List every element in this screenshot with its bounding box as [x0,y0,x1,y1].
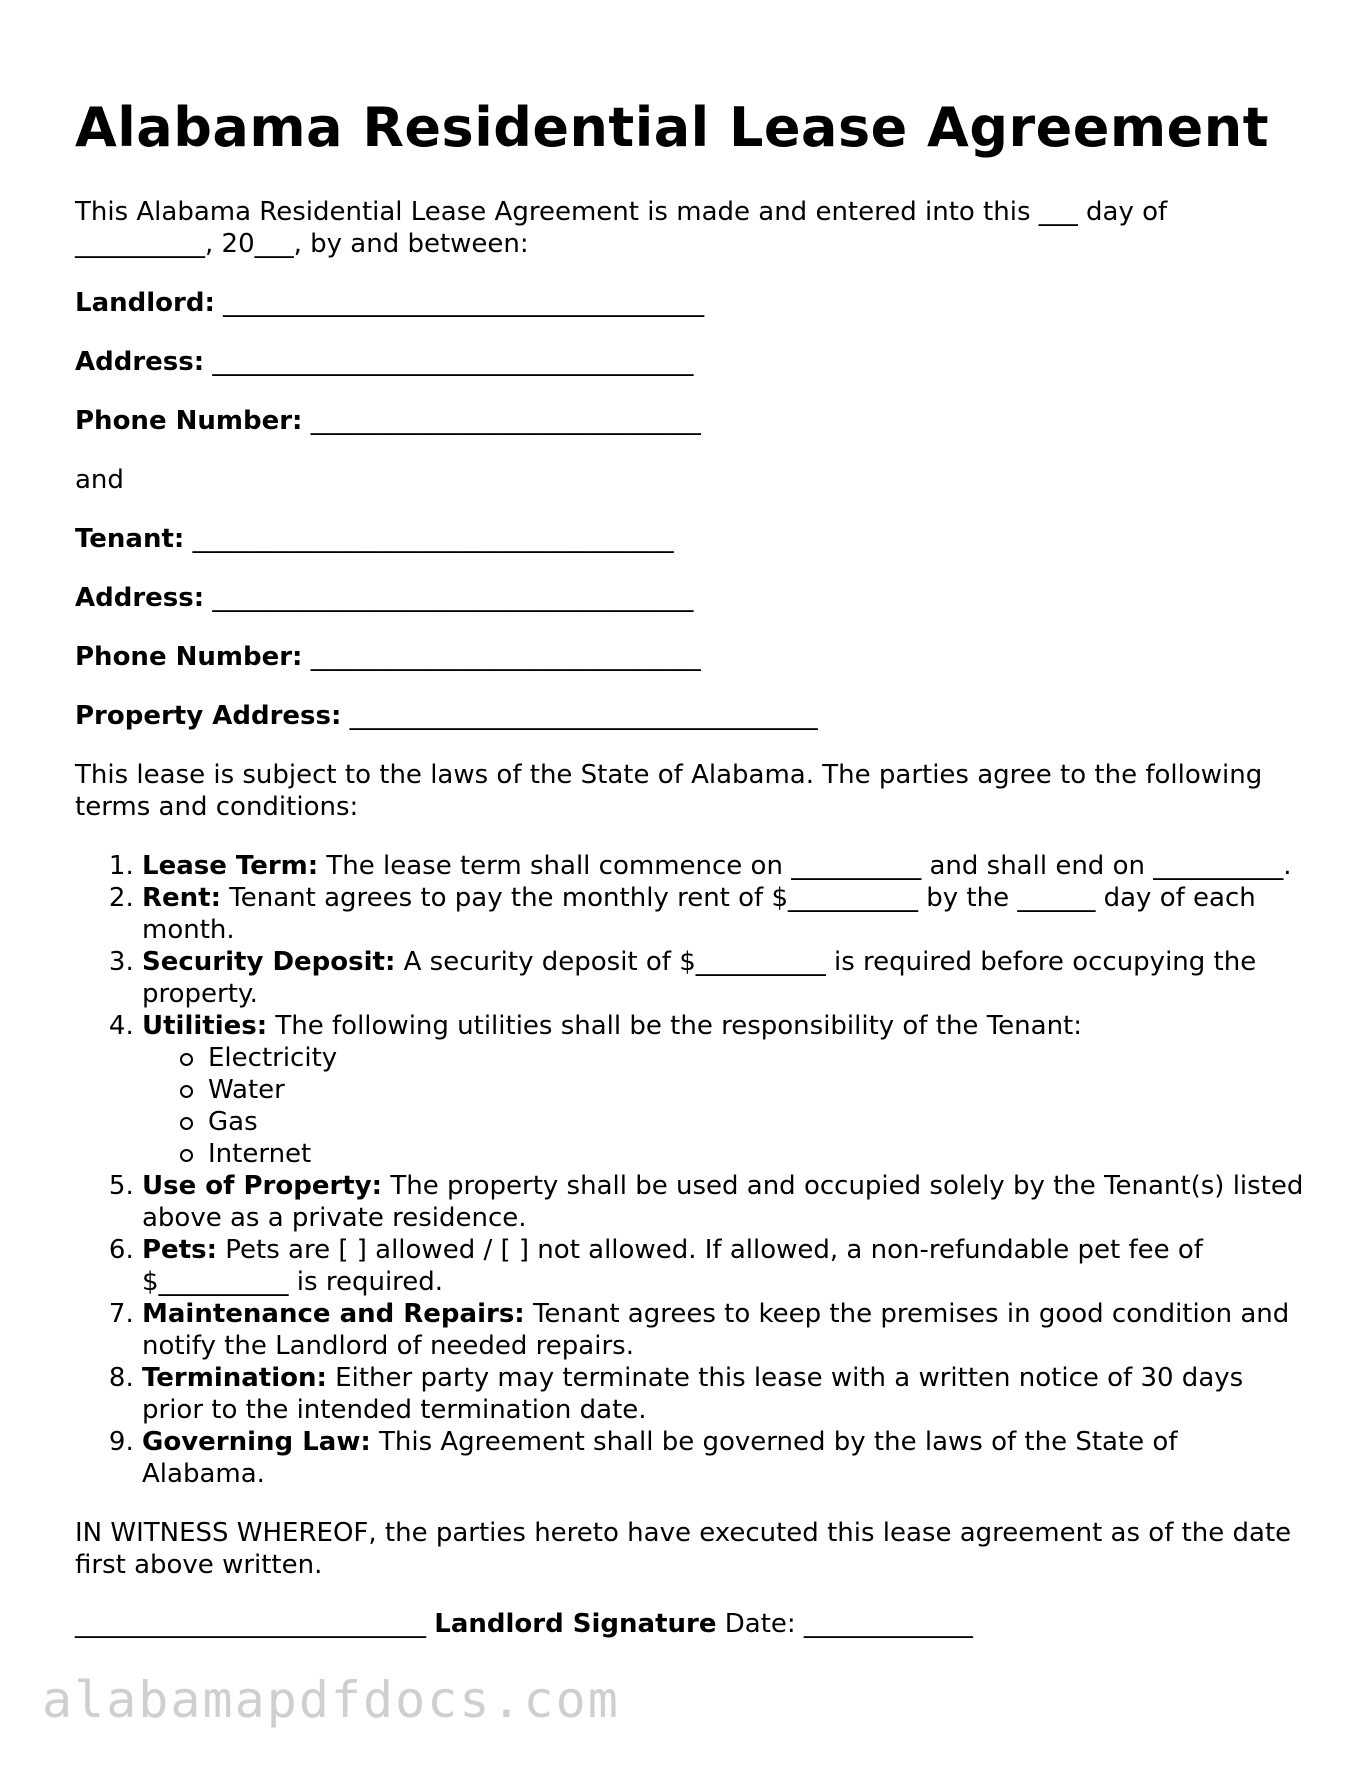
terms-list [75,850,1305,1490]
tenant-phone-field [75,641,1305,673]
term-label: Lease Term: [142,851,319,881]
term-item-rent [142,882,1305,946]
term-label: Rent: [142,883,221,913]
signature-label: Landlord Signature [434,1609,717,1639]
property-address-blank[interactable]: ____________________________________ [349,701,818,731]
landlord-signature-line [75,1608,1305,1640]
property-address-field [75,700,1305,732]
signature-blank[interactable]: ___________________________ [75,1609,426,1639]
term-item-security-deposit [142,946,1305,1010]
tenant-name-blank[interactable]: _____________________________________ [192,524,674,554]
utility-item: Water [180,1074,1305,1106]
term-text: Tenant agrees to pay the monthly rent of $__________ by the ______ day of each month. [142,883,1256,945]
term-label: Pets: [142,1235,217,1265]
tenant-phone-label: Phone Number: [75,642,303,672]
term-text: Either party may terminate this lease with a written notice of 30 days prior to the intended termination date. [142,1363,1244,1425]
landlord-name-blank[interactable]: _____________________________________ [223,288,705,318]
term-item-governing-law [142,1426,1305,1490]
term-text: Pets are [ ] allowed / [ ] not allowed. If allowed, a non-refundable pet fee of $__________ is required. [142,1235,1203,1297]
landlord-address-label: Address: [75,347,205,377]
tenant-address-field [75,582,1305,614]
term-label: Termination: [142,1363,327,1393]
term-item-pets [142,1234,1305,1298]
landlord-address-field [75,346,1305,378]
term-item-maintenance [142,1298,1305,1362]
tenant-address-blank[interactable]: _____________________________________ [212,583,694,613]
term-label: Maintenance and Repairs: [142,1299,525,1329]
landlord-phone-blank[interactable]: ______________________________ [310,406,701,436]
tenant-phone-blank[interactable]: ______________________________ [310,642,701,672]
date-blank[interactable]: _____________ [803,1609,973,1639]
property-address-label: Property Address: [75,701,342,731]
term-item-lease-term [142,850,1305,882]
and-text: and [75,465,124,495]
document-body [75,196,1305,1640]
term-item-use-of-property [142,1170,1305,1234]
term-item-utilities [142,1010,1305,1170]
landlord-phone-label: Phone Number: [75,406,303,436]
term-text: Tenant agrees to keep the premises in good condition and notify the Landlord of needed repairs. [142,1299,1290,1361]
term-text: The lease term shall commence on __________ and shall end on __________. [318,851,1292,881]
term-item-termination [142,1362,1305,1426]
utilities-list [142,1042,1305,1170]
term-text: A security deposit of $__________ is required before occupying the property. [142,947,1257,1009]
document-title: Alabama Residential Lease Agreement [75,96,1270,159]
site-watermark: alabamapdfdocs.com [42,1671,620,1729]
witness-paragraph: IN WITNESS WHEREOF, the parties hereto have executed this lease agreement as of the date first above written. [75,1518,1292,1580]
term-label: Security Deposit: [142,947,396,977]
subject-paragraph: This lease is subject to the laws of the State of Alabama. The parties agree to the following terms and conditions: [75,760,1263,822]
term-label: Governing Law: [142,1427,371,1457]
term-label: Utilities: [142,1011,268,1041]
date-label: Date: [724,1609,796,1639]
term-text: This Agreement shall be governed by the laws of the State of Alabama. [142,1427,1178,1489]
intro-paragraph: This Alabama Residential Lease Agreement is made and entered into this ___ day of __________, 20___, by and between: [75,197,1168,259]
term-text: The property shall be used and occupied solely by the Tenant(s) listed above as a private residence. [142,1171,1304,1233]
term-text: The following utilities shall be the responsibility of the Tenant: [267,1011,1082,1041]
utility-item: Internet [180,1138,1305,1170]
utility-item: Gas [180,1106,1305,1138]
landlord-name-field [75,287,1305,319]
landlord-phone-field [75,405,1305,437]
tenant-address-label: Address: [75,583,205,613]
landlord-address-blank[interactable]: _____________________________________ [212,347,694,377]
landlord-name-label: Landlord: [75,288,215,318]
tenant-name-field [75,523,1305,555]
tenant-name-label: Tenant: [75,524,185,554]
utility-item: Electricity [180,1042,1305,1074]
term-label: Use of Property: [142,1171,383,1201]
